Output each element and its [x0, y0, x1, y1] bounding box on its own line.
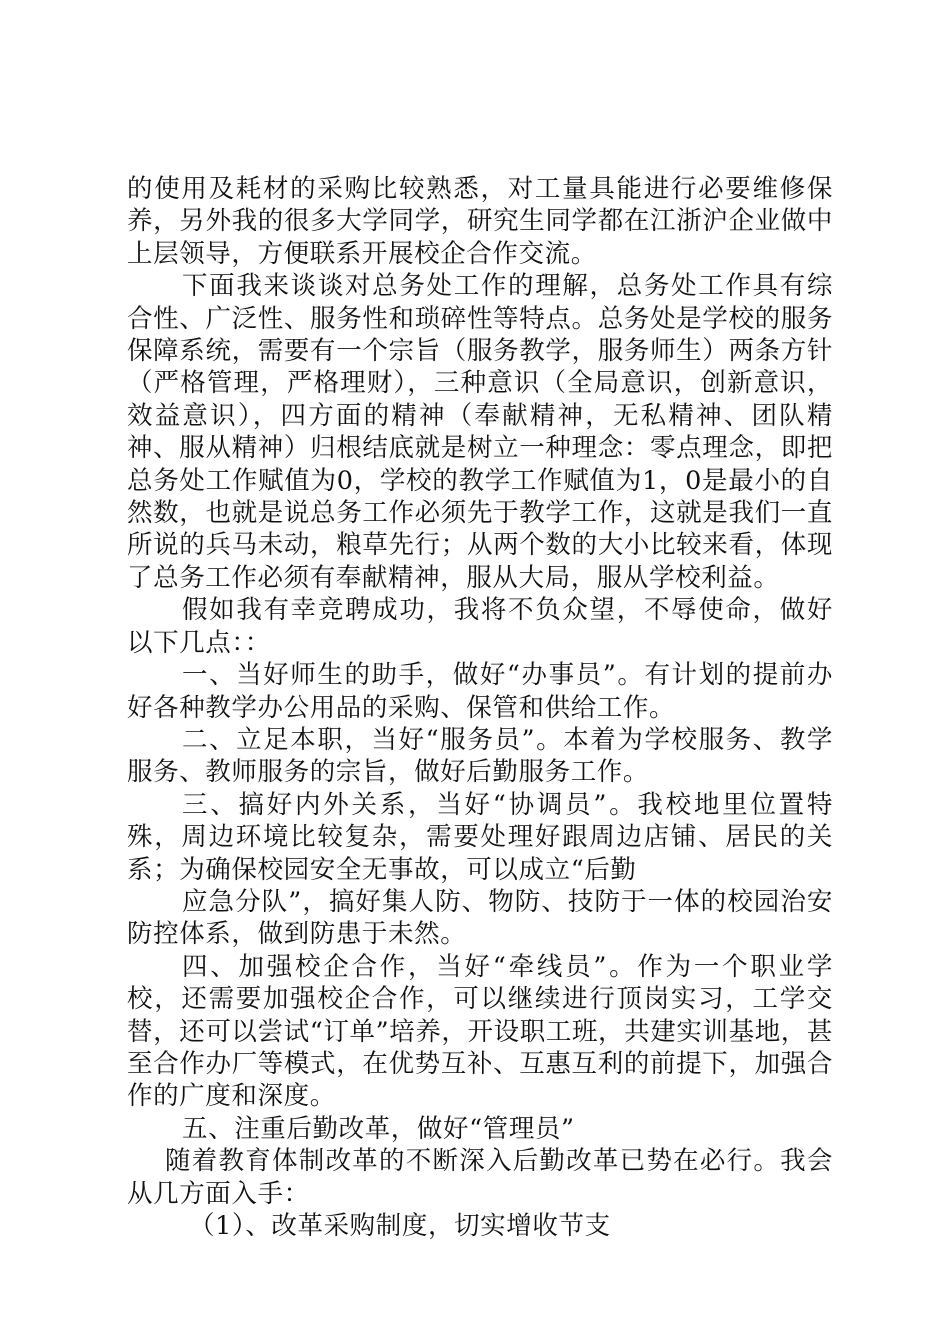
document-body	[127, 173, 833, 1242]
paragraph-point-two: 二、立足本职，当好“服务员”。本着为学校服务、教学服务、教师服务的宗旨，做好后勤服务工作。	[127, 724, 833, 788]
paragraph-understanding: 下面我来谈谈对总务处工作的理解，总务处工作具有综合性、广泛性、服务性和琐碎性等特点。总务处是学校的服务保障系统，需要有一个宗旨（服务教学，服务师生）两条方针（严格管理，严格理财），三种意识（全局意识，创新意识，效益意识），四方面的精神（奉献精神，无私精神、团队精神、服从精神）归根结底就是树立一种理念：零点理念，即把总务处工作赋值为0，学校的教学工作赋值为1，0是最小的自然数，也就是说总务工作必须先于教学工作，这就是我们一直所说的兵马未动，粮草先行；从两个数的大小比较来看，体现了总务工作必须有奉献精神，服从大局，服从学校利益。	[127, 271, 833, 593]
paragraph-point-three: 三、搞好内外关系，当好“协调员”。我校地里位置特殊，周边环境比较复杂，需要处理好跟周边店铺、居民的关系；为确保校园安全无事故，可以成立“后勤	[127, 789, 833, 885]
paragraph-point-four: 四、加强校企合作，当好“牵线员”。作为一个职业学校，还需要加强校企合作，可以继续进行顶岗实习，工学交替，还可以尝试“订单”培养，开设职工班，共建实训基地，甚至合作办厂等模式，在优势互补、互惠互利的前提下，加强合作的广度和深度。	[127, 951, 833, 1112]
paragraph-point-three-continued: 应急分队”，搞好集人防、物防、技防于一体的校园治安防控体系，做到防患于未然。	[127, 886, 833, 950]
paragraph-reform-intro: 随着教育体制改革的不断深入后勤改革已势在必行。我会从几方面入手：	[127, 1146, 833, 1209]
paragraph-point-one: 一、当好师生的助手，做好“办事员”。有计划的提前办好各种教学办公用品的采购、保管和供给工作。	[127, 660, 833, 723]
paragraph-continuation: 的使用及耗材的采购比较熟悉，对工量具能进行必要维修保养，另外我的很多大学同学，研究生同学都在江浙沪企业做中上层领导，方便联系开展校企合作交流。	[127, 174, 833, 269]
paragraph-point-five: 五、注重后勤改革，做好“管理员”	[182, 1113, 575, 1144]
paragraph-reform-item-one: （1）、改革采购制度，切实增收节支	[189, 1211, 611, 1241]
paragraph-if-successful: 假如我有幸竞聘成功，我将不负众望，不辱使命，做好以下几点：：	[127, 595, 833, 658]
